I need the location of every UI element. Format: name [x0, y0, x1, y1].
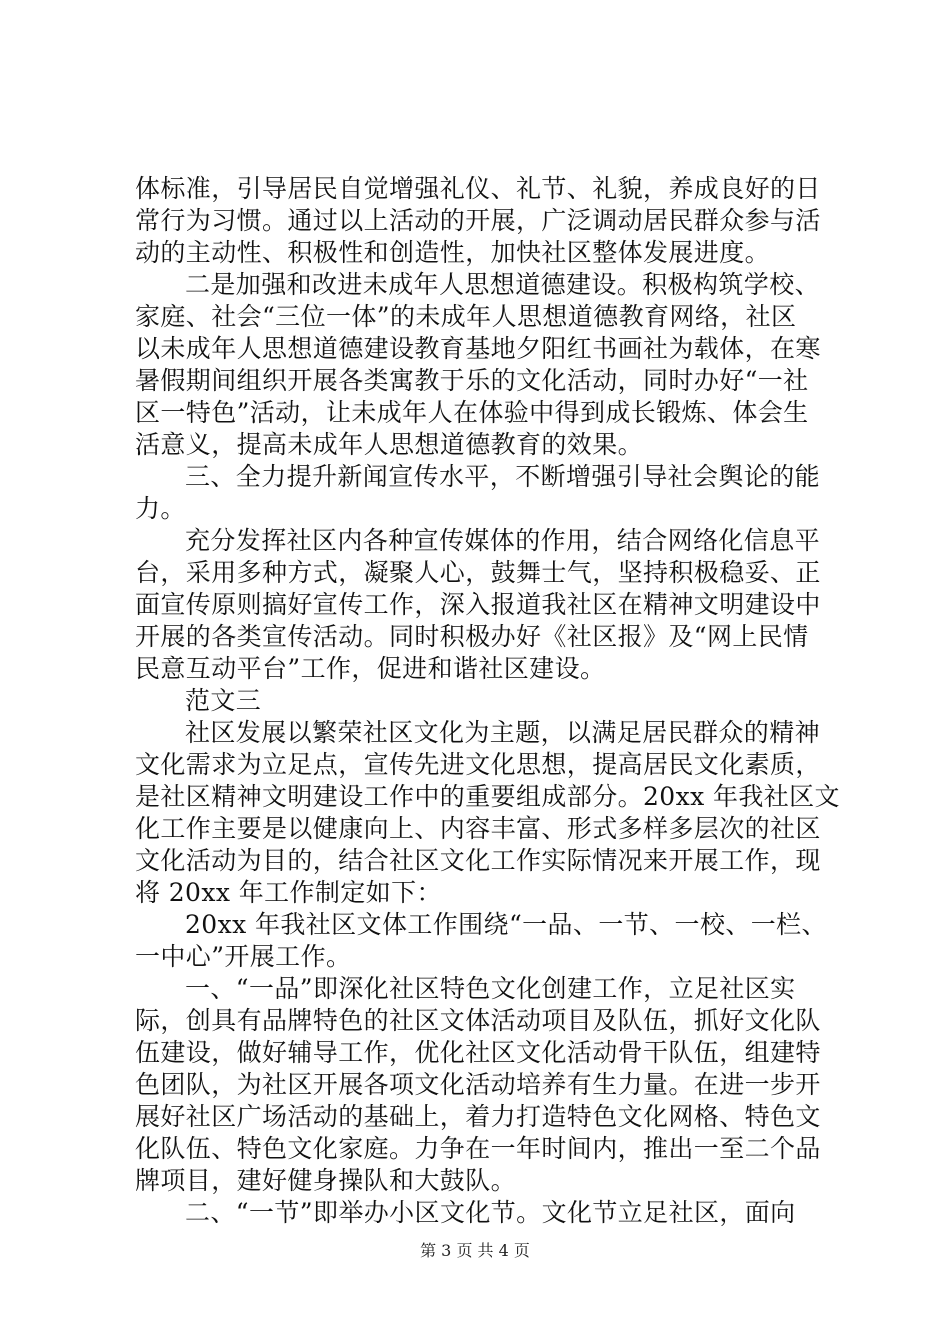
text-line: 展好社区广场活动的基础上，着力打造特色文化网格、特色文 — [135, 1102, 821, 1131]
text-line: 民意互动平台”工作，促进和谐社区建设。 — [135, 654, 606, 683]
section-heading: 三、全力提升新闻宣传水平，不断增强引导社会舆论的能 — [185, 462, 821, 491]
paragraph-first-line: 二是加强和改进未成年人思想道德建设。积极构筑学校、 — [185, 270, 821, 299]
text-line: 文化活动为目的，结合社区文化工作实际情况来开展工作，现 — [135, 846, 821, 875]
text-line: 将 20xx 年工作制定如下： — [135, 878, 442, 907]
paragraph-first-line: 二、“一节”即举办小区文化节。文化节立足社区，面向 — [185, 1198, 796, 1227]
text-line: 活意义，提高未成年人思想道德教育的效果。 — [135, 430, 644, 459]
document-body — [135, 173, 840, 1229]
text-line: 体标准，引导居民自觉增强礼仪、礼节、礼貌，养成良好的日 — [135, 174, 821, 203]
text-line: 文化需求为立足点，宣传先进文化思想，提高居民文化素质， — [135, 750, 821, 779]
text-line: 牌项目，建好健身操队和大鼓队。 — [135, 1166, 517, 1195]
text-line: 化队伍、特色文化家庭。力争在一年时间内，推出一至二个品 — [135, 1134, 821, 1163]
page-number-label: 第 3 页 共 4 页 — [420, 1241, 530, 1260]
section-title: 范文三 — [185, 686, 262, 715]
text-line: 面宣传原则搞好宣传工作，深入报道我社区在精神文明建设中 — [135, 590, 821, 619]
paragraph-first-line: 一、“一品”即深化社区特色文化创建工作，立足社区实 — [185, 974, 796, 1003]
text-line: 际，创具有品牌特色的社区文体活动项目及队伍，抓好文化队 — [135, 1006, 821, 1035]
text-line: 暑假期间组织开展各类寓教于乐的文化活动，同时办好“一社 — [135, 366, 809, 395]
text-line: 台，采用多种方式，凝聚人心，鼓舞士气，坚持积极稳妥、正 — [135, 558, 821, 587]
text-line: 化工作主要是以健康向上、内容丰富、形式多样多层次的社区 — [135, 814, 821, 843]
page-footer — [0, 1240, 950, 1262]
text-line: 以未成年人思想道德建设教育基地夕阳红书画社为载体，在寒 — [135, 334, 821, 363]
text-line: 一中心”开展工作。 — [135, 942, 352, 971]
paragraph-first-line: 充分发挥社区内各种宣传媒体的作用，结合网络化信息平 — [185, 526, 821, 555]
text-line: 开展的各类宣传活动。同时积极办好《社区报》及“网上民情 — [135, 622, 809, 651]
paragraph-first-line: 20xx 年我社区文体工作围绕“一品、一节、一校、一栏、 — [185, 910, 827, 939]
paragraph-first-line: 社区发展以繁荣社区文化为主题，以满足居民群众的精神 — [185, 718, 821, 747]
text-line: 是社区精神文明建设工作中的重要组成部分。20xx 年我社区文 — [135, 782, 840, 811]
text-line: 伍建设，做好辅导工作，优化社区文化活动骨干队伍，组建特 — [135, 1038, 821, 1067]
text-line: 动的主动性、积极性和创造性，加快社区整体发展进度。 — [135, 238, 771, 267]
text-line: 力。 — [135, 494, 186, 523]
text-line: 色团队，为社区开展各项文化活动培养有生力量。在进一步开 — [135, 1070, 821, 1099]
text-line: 区一特色”活动，让未成年人在体验中得到成长锻炼、体会生 — [135, 398, 809, 427]
text-line: 家庭、社会“三位一体”的未成年人思想道德教育网络，社区 — [135, 302, 797, 331]
text-line: 常行为习惯。通过以上活动的开展，广泛调动居民群众参与活 — [135, 206, 821, 235]
